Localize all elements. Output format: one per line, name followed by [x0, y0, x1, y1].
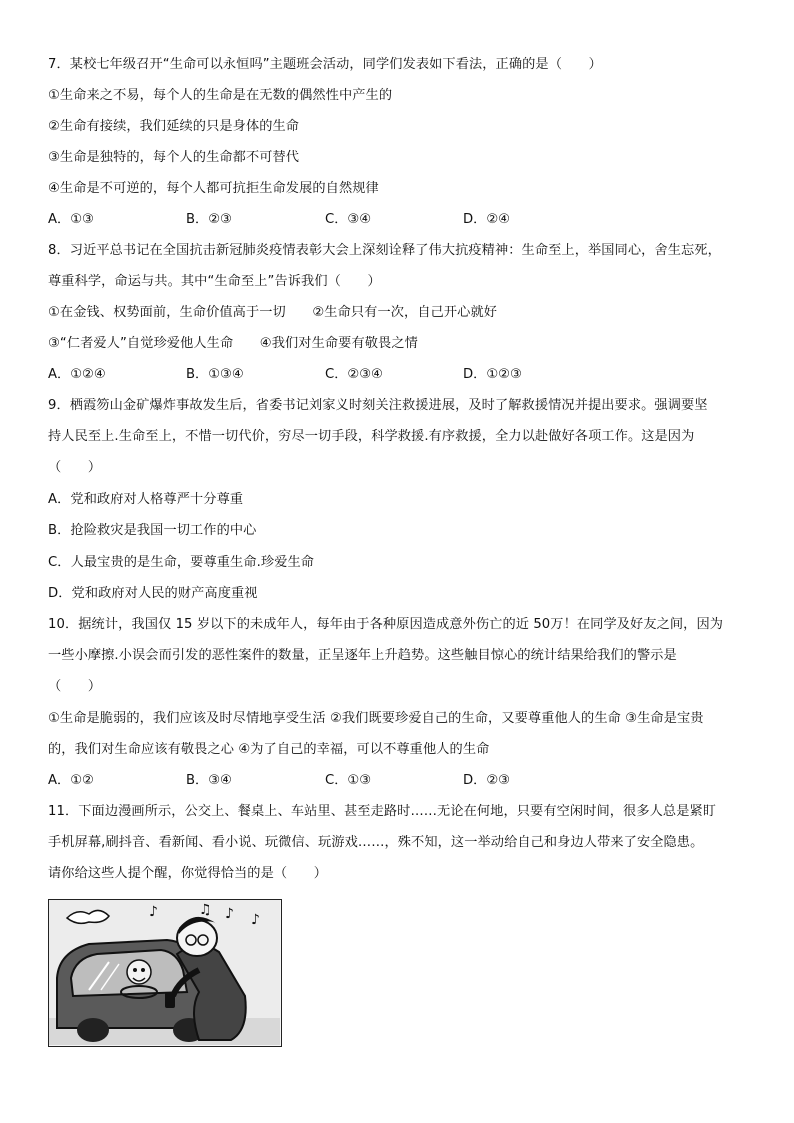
- q8-option-b[interactable]: B．①③④: [186, 367, 244, 382]
- q8-option-c[interactable]: C．②③④: [325, 367, 383, 382]
- svg-text:♪: ♪: [225, 906, 234, 922]
- q9-stem-line-2: 持人民至上.生命至上，不惜一切代价，穷尽一切手段，科学救援.有序救援，全力以赴做好各项工作。这是因为: [48, 429, 695, 444]
- svg-text:♫: ♫: [199, 902, 212, 918]
- q11-stem-line-2: 手机屏幕,刷抖音、看新闻、看小说、玩微信、玩游戏……，殊不知，这一举动给自己和身边人带来了安全隐患。: [48, 835, 704, 850]
- q10-stem-line-1: 10．据统计，我国仅 15 岁以下的未成年人，每年由于各种原因造成意外伤亡的近 50万！在同学及好友之间，因为: [48, 617, 724, 632]
- q7-statement-4: ④生命是不可逆的，每个人都可抗拒生命发展的自然规律: [48, 181, 379, 196]
- q8-statements-1-2: ①在金钱、权势面前，生命价值高于一切 ②生命只有一次，自己开心就好: [48, 305, 498, 320]
- cartoon-illustration: [48, 899, 282, 1047]
- q7-stem: 7．某校七年级召开“生命可以永恒吗”主题班会活动，同学们发表如下看法，正确的是（ ）: [48, 57, 602, 72]
- q7-statement-3: ③生命是独特的，每个人的生命都不可替代: [48, 150, 300, 165]
- q7-statement-1: ①生命来之不易，每个人的生命是在无数的偶然性中产生的: [48, 88, 393, 103]
- q10-stem-line-3: （ ）: [48, 679, 102, 694]
- q8-stem-line-1: 8．习近平总书记在全国抗击新冠肺炎疫情表彰大会上深刻诠释了伟大抗疫精神：生命至上，举国同心，舍生忘死，: [48, 243, 721, 258]
- q7-option-a[interactable]: A．①③: [48, 212, 94, 227]
- q7-option-d[interactable]: D．②④: [463, 212, 510, 227]
- q10-option-b[interactable]: B．③④: [186, 773, 232, 788]
- q8-option-d[interactable]: D．①②③: [463, 367, 522, 382]
- q10-options: [48, 772, 648, 790]
- q10-stem-line-2: 一些小摩擦.小误会而引发的恶性案件的数量，正呈逐年上升趋势。这些触目惊心的统计结果给我们的警示是: [48, 648, 677, 663]
- q10-option-c[interactable]: C．①③: [325, 773, 372, 788]
- q8-options: [48, 366, 648, 384]
- q8-stem-line-2: 尊重科学，命运与共。其中“生命至上”告诉我们（ ）: [48, 274, 381, 289]
- q9-option-c[interactable]: C．人最宝贵的是生命，要尊重生命.珍爱生命: [48, 555, 315, 570]
- q10-option-d[interactable]: D．②③: [463, 773, 510, 788]
- q9-stem-line-1: 9．栖霞笏山金矿爆炸事故发生后，省委书记刘家义时刻关注救援进展，及时了解救援情况并提出要求。强调要坚: [48, 398, 708, 413]
- q10-statements-line-1: ①生命是脆弱的，我们应该及时尽情地享受生活 ②我们既要珍爱自己的生命，又要尊重他人的生命 ③生命是宝贵: [48, 711, 704, 726]
- q9-option-a[interactable]: A．党和政府对人格尊严十分尊重: [48, 492, 244, 507]
- q7-options: [48, 211, 648, 229]
- q10-statements-line-2: 的，我们对生命应该有敬畏之心 ④为了自己的幸福，可以不尊重他人的生命: [48, 742, 490, 757]
- q9-stem-line-3: （ ）: [48, 460, 102, 475]
- q8-statements-3-4: ③“仁者爱人”自觉珍爱他人生命 ④我们对生命要有敬畏之情: [48, 336, 418, 351]
- cartoon-man-phone-hit-by-car-icon: [49, 900, 280, 1045]
- q11-stem-line-1: 11．下面边漫画所示，公交上、餐桌上、车站里、甚至走路时……无论在何地，只要有空闲时间，很多人总是紧盯: [48, 804, 717, 819]
- q7-option-c[interactable]: C．③④: [325, 212, 372, 227]
- svg-text:♪: ♪: [149, 904, 158, 920]
- q11-stem-line-3: 请你给这些人提个醒，你觉得恰当的是（ ）: [48, 866, 328, 881]
- svg-text:♪: ♪: [251, 912, 260, 928]
- q9-option-b[interactable]: B．抢险救灾是我国一切工作的中心: [48, 523, 257, 538]
- q8-option-a[interactable]: A．①②④: [48, 367, 106, 382]
- q9-option-d[interactable]: D．党和政府对人民的财产高度重视: [48, 586, 258, 601]
- q10-option-a[interactable]: A．①②: [48, 773, 94, 788]
- q7-statement-2: ②生命有接续，我们延续的只是身体的生命: [48, 119, 300, 134]
- q7-option-b[interactable]: B．②③: [186, 212, 232, 227]
